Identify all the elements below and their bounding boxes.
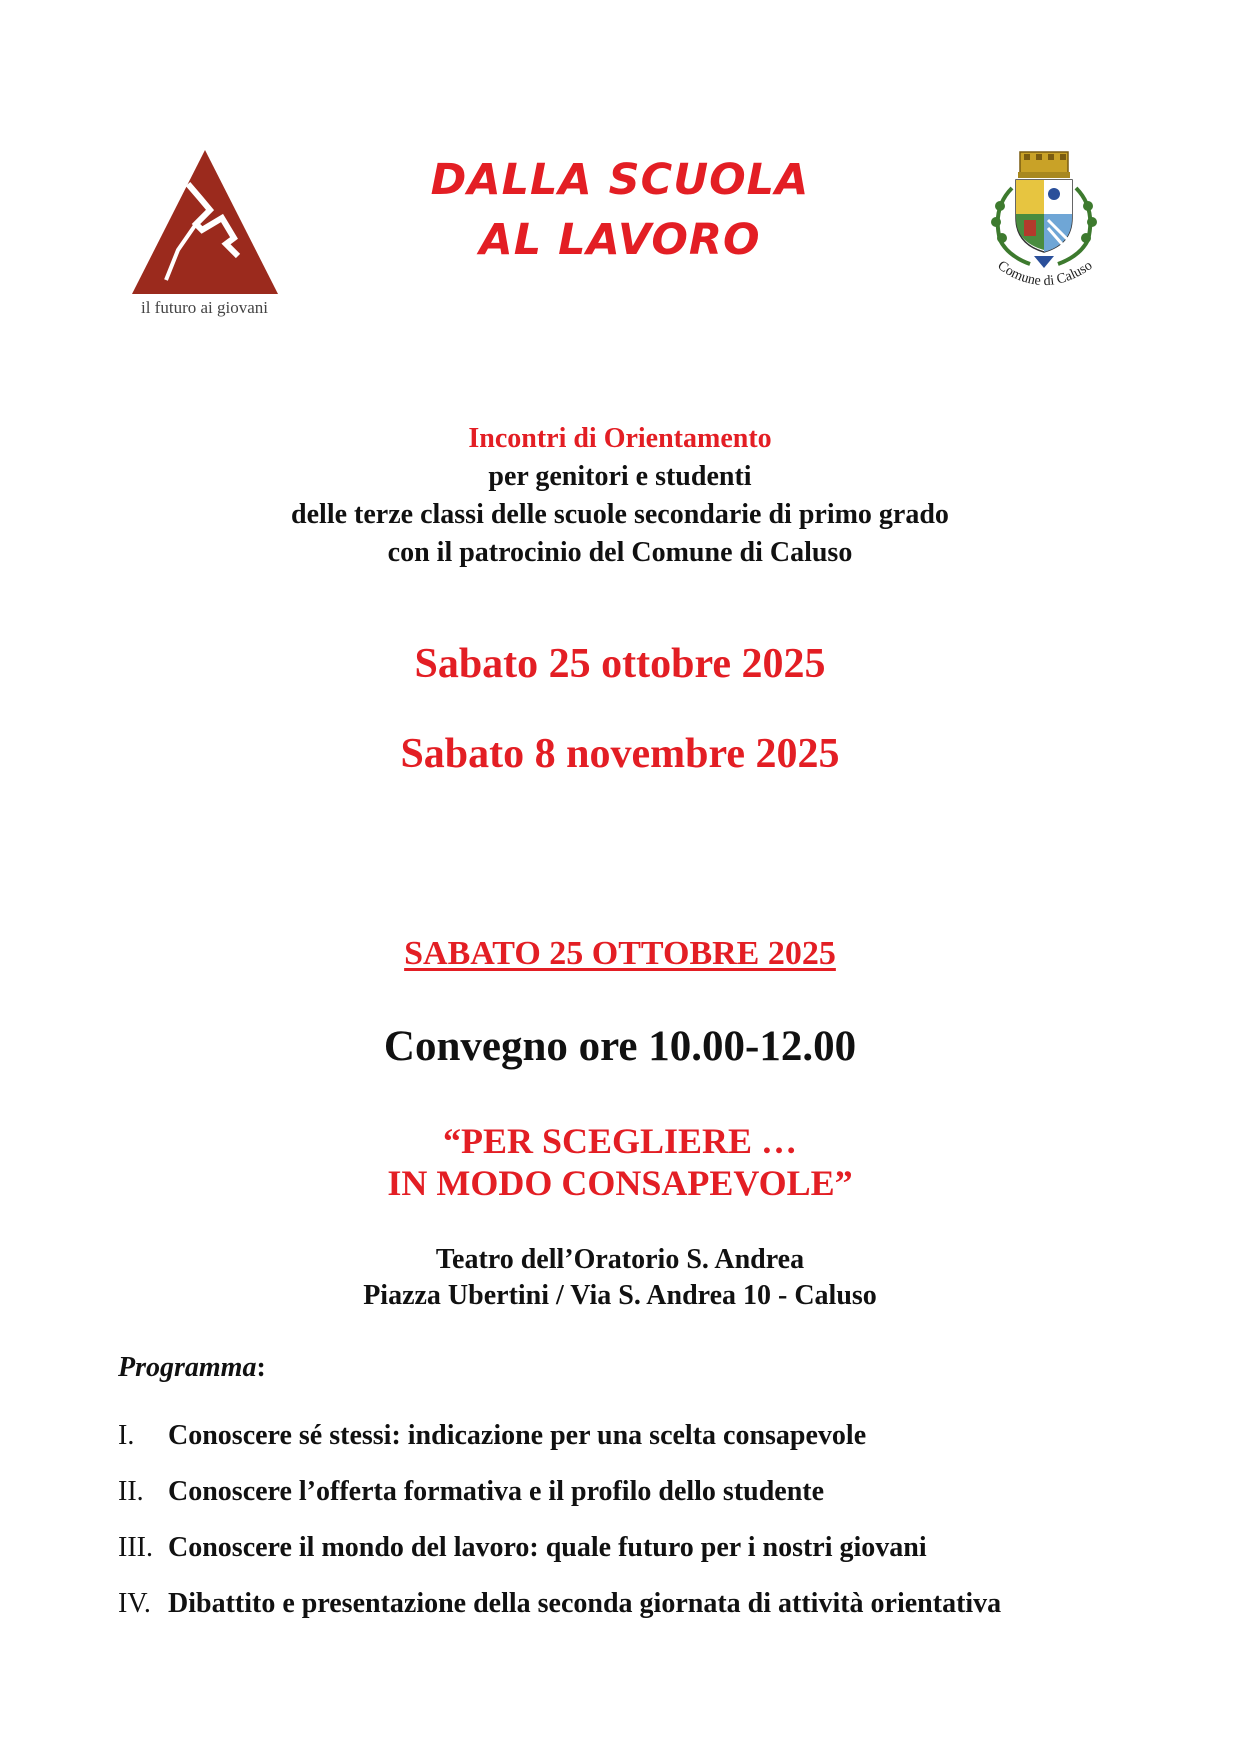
date-second: Sabato 8 novembre 2025 [400,731,840,777]
programma-label [118,1352,266,1384]
intro-line-3: delle terze classi delle scuole secondarie di primo grado [291,499,949,530]
logo-tagline: il futuro ai giovani [140,298,268,317]
coat-of-arms-ribbon-text: Comune di Caluso [994,258,1096,290]
list-item-number: I. [118,1420,135,1451]
programma-label-text: Programma [118,1352,257,1383]
list-item-number: III. [118,1532,153,1563]
venue-address: Piazza Ubertini / Via S. Andrea 10 - Caluso [363,1280,877,1311]
list-item [118,1588,1178,1644]
page-title [330,150,910,270]
intro-line-4: con il patrocinio del Comune di Caluso [387,537,853,568]
list-item [118,1476,1178,1532]
date-first: Sabato 25 ottobre 2025 [414,641,826,687]
coat-of-arms-icon [978,148,1110,298]
convegno-time: Convegno ore 10.00-12.00 [383,1023,857,1070]
title-line-2: AL LAVORO [479,215,761,265]
venue [120,1242,1120,1314]
event-quote [120,1120,1120,1204]
intro-block [120,420,1120,572]
programma-colon: : [256,1352,266,1383]
list-item-text: Conoscere il mondo del lavoro: quale futuro per i nostri giovani [168,1532,927,1563]
intro-line-2: per genitori e studenti [488,461,752,492]
municipality-logo [978,148,1110,298]
quote-line-1: “PER SCEGLIERE … [442,1121,798,1161]
organization-logo [122,146,287,324]
programma-list [118,1420,1178,1644]
quote-line-2: IN MODO CONSAPEVOLE” [387,1163,853,1203]
event-heading: SABATO 25 OTTOBRE 2025 [404,935,836,972]
list-item-number: II. [118,1476,144,1507]
triangle-logo-icon [130,146,280,296]
list-item-text: Conoscere l’offerta formativa e il profilo dello studente [168,1476,825,1507]
list-item-text: Conoscere sé stessi: indicazione per una scelta consapevole [168,1420,867,1451]
intro-heading: Incontri di Orientamento [468,423,772,454]
list-item-number: IV. [118,1588,151,1619]
title-line-1: DALLA SCUOLA [430,155,810,205]
venue-name: Teatro dell’Oratorio S. Andrea [435,1244,805,1275]
list-item [118,1532,1178,1588]
list-item-text: Dibattito e presentazione della seconda giornata di attività orientativa [168,1588,1002,1619]
list-item [118,1420,1178,1476]
